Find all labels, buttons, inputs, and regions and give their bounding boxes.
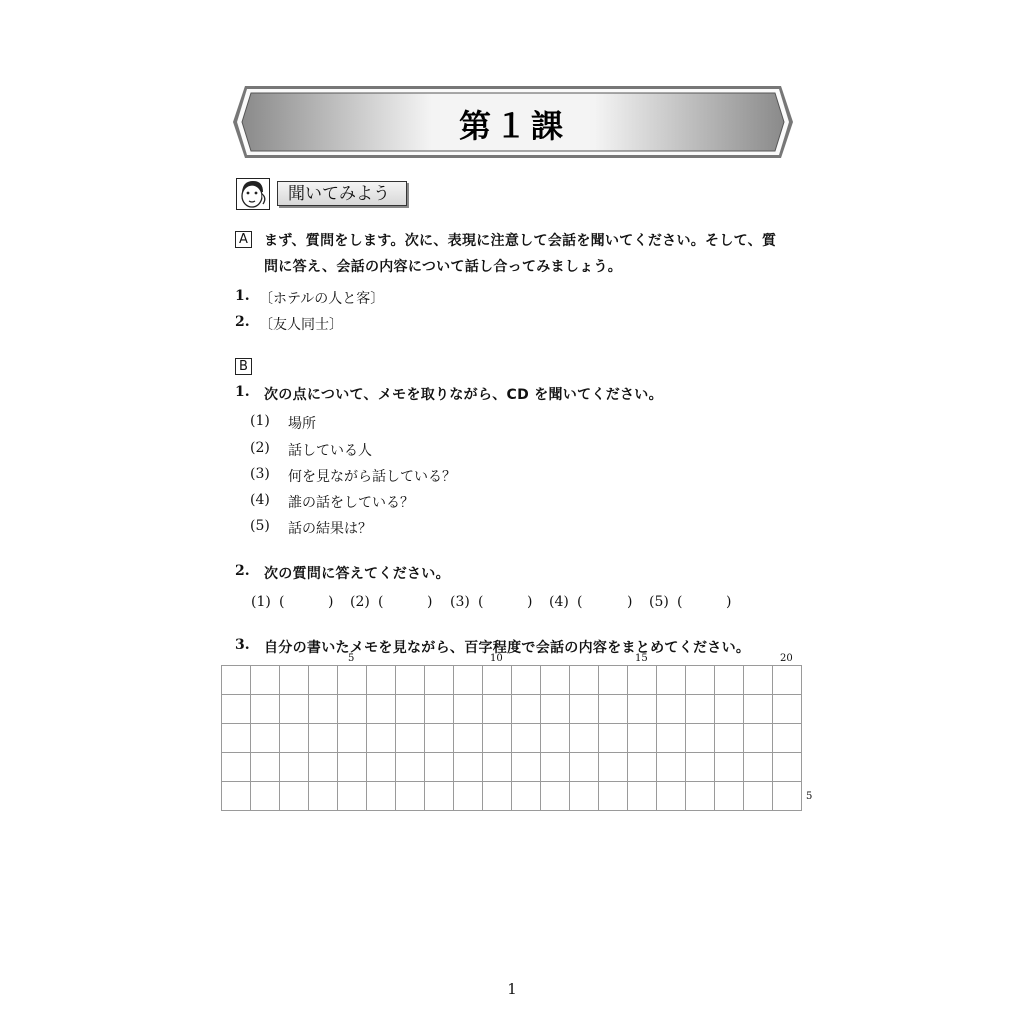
grid-cell[interactable]: [599, 695, 628, 724]
grid-cell[interactable]: [715, 782, 744, 811]
memo-point-number: (3): [250, 466, 270, 482]
grid-cell[interactable]: [599, 782, 628, 811]
answer-slot-open: (: [478, 594, 484, 610]
answer-slot-close: ): [427, 594, 433, 610]
answer-slot-open: (: [279, 594, 285, 610]
grid-cell[interactable]: [309, 724, 338, 753]
grid-cell[interactable]: [367, 666, 396, 695]
grid-cell[interactable]: [483, 782, 512, 811]
grid-cell[interactable]: [628, 666, 657, 695]
grid-cell[interactable]: [657, 666, 686, 695]
grid-cell[interactable]: [541, 782, 570, 811]
grid-cell[interactable]: [657, 753, 686, 782]
grid-cell[interactable]: [744, 782, 773, 811]
chapter-title: 第１課: [458, 107, 567, 145]
part-b-q1-text: 次の点について、メモを取りながら、CD を聞いてください。: [264, 387, 663, 403]
memo-point-text: 話している人: [288, 443, 372, 459]
part-b-q2-text: 次の質問に答えてください。: [264, 566, 450, 582]
grid-cell[interactable]: [773, 782, 802, 811]
part-a-item-text: 〔ホテルの人と客〕: [259, 291, 385, 307]
grid-cell[interactable]: [425, 782, 454, 811]
answer-slot-close: ): [328, 594, 334, 610]
answer-slot-open: (: [577, 594, 583, 610]
grid-cell[interactable]: [367, 695, 396, 724]
grid-cell[interactable]: [309, 782, 338, 811]
grid-cell[interactable]: [396, 753, 425, 782]
answer-slot-label: (5): [649, 594, 669, 610]
part-b-q1-number: 1.: [235, 384, 250, 400]
grid-cell[interactable]: [570, 753, 599, 782]
grid-cell[interactable]: [512, 666, 541, 695]
grid-cell[interactable]: [541, 753, 570, 782]
grid-cell[interactable]: [628, 753, 657, 782]
memo-point-text: 誰の話をしている？: [288, 495, 414, 511]
grid-cell[interactable]: [338, 753, 367, 782]
grid-cell[interactable]: [512, 695, 541, 724]
grid-cell[interactable]: [396, 724, 425, 753]
grid-cell[interactable]: [483, 753, 512, 782]
memo-point-text: 場所: [288, 416, 316, 432]
grid-cell[interactable]: [396, 695, 425, 724]
grid-cell[interactable]: [773, 724, 802, 753]
grid-cell[interactable]: [367, 753, 396, 782]
grid-cell[interactable]: [367, 782, 396, 811]
grid-cell[interactable]: [309, 666, 338, 695]
grid-cell[interactable]: [744, 695, 773, 724]
grid-cell[interactable]: [715, 695, 744, 724]
listening-face-icon: [236, 178, 270, 210]
part-a-instruction-line1: まず、質問をします。次に、表現に注意して会話を聞いてください。そして、質: [264, 233, 777, 249]
memo-point-number: (5): [250, 518, 270, 534]
grid-column-marker: 15: [635, 653, 648, 664]
part-a-item-text: 〔友人同士〕: [259, 317, 343, 333]
grid-cell[interactable]: [367, 724, 396, 753]
memo-point-number: (4): [250, 492, 270, 508]
grid-cell[interactable]: [454, 666, 483, 695]
grid-cell[interactable]: [425, 695, 454, 724]
grid-column-marker: 10: [490, 653, 503, 664]
grid-cell[interactable]: [744, 724, 773, 753]
memo-point-number: (1): [250, 413, 270, 429]
part-a-item-number: 1.: [235, 288, 250, 304]
grid-cell[interactable]: [744, 666, 773, 695]
grid-cell[interactable]: [773, 753, 802, 782]
section-label: 聞いてみよう: [277, 181, 407, 206]
grid-cell[interactable]: [541, 695, 570, 724]
grid-cell[interactable]: [657, 724, 686, 753]
grid-column-marker: 20: [780, 653, 793, 664]
part-a-instruction-line2: 問に答え、会話の内容について話し合ってみましょう。: [264, 259, 623, 275]
grid-cell[interactable]: [512, 753, 541, 782]
memo-point-text: 話の結果は？: [288, 521, 372, 537]
memo-point-number: (2): [250, 440, 270, 456]
grid-cell[interactable]: [396, 666, 425, 695]
grid-cell[interactable]: [425, 753, 454, 782]
grid-cell[interactable]: [483, 695, 512, 724]
grid-cell[interactable]: [280, 666, 309, 695]
grid-cell[interactable]: [686, 753, 715, 782]
grid-cell[interactable]: [454, 695, 483, 724]
answer-slot-open: (: [378, 594, 384, 610]
grid-cell[interactable]: [599, 753, 628, 782]
grid-cell[interactable]: [454, 782, 483, 811]
grid-cell[interactable]: [628, 782, 657, 811]
grid-cell[interactable]: [570, 782, 599, 811]
grid-cell[interactable]: [773, 695, 802, 724]
answer-slot-label: (3): [450, 594, 470, 610]
grid-cell[interactable]: [744, 753, 773, 782]
grid-cell[interactable]: [483, 724, 512, 753]
grid-cell[interactable]: [425, 724, 454, 753]
grid-cell[interactable]: [251, 695, 280, 724]
grid-cell[interactable]: [628, 724, 657, 753]
grid-cell[interactable]: [483, 666, 512, 695]
grid-cell[interactable]: [251, 666, 280, 695]
grid-column-marker: 5: [348, 653, 355, 664]
grid-cell[interactable]: [541, 666, 570, 695]
answer-slot-close: ): [726, 594, 732, 610]
grid-cell[interactable]: [309, 695, 338, 724]
grid-cell[interactable]: [222, 753, 251, 782]
grid-cell[interactable]: [686, 782, 715, 811]
grid-cell[interactable]: [280, 753, 309, 782]
grid-cell[interactable]: [599, 724, 628, 753]
grid-cell[interactable]: [425, 666, 454, 695]
grid-cell[interactable]: [570, 666, 599, 695]
grid-cell[interactable]: [222, 695, 251, 724]
memo-point-text: 何を見ながら話している？: [288, 469, 456, 485]
grid-cell[interactable]: [251, 724, 280, 753]
grid-cell[interactable]: [773, 666, 802, 695]
grid-cell[interactable]: [570, 695, 599, 724]
grid-cell[interactable]: [280, 782, 309, 811]
grid-cell[interactable]: [251, 753, 280, 782]
part-b-q3-number: 3.: [235, 637, 250, 653]
grid-cell[interactable]: [599, 666, 628, 695]
grid-row-marker: 5: [806, 791, 813, 802]
grid-cell[interactable]: [454, 753, 483, 782]
grid-cell[interactable]: [251, 782, 280, 811]
grid-cell[interactable]: [541, 724, 570, 753]
grid-cell[interactable]: [338, 666, 367, 695]
part-b-q2-number: 2.: [235, 563, 250, 579]
chapter-title-banner: [231, 84, 795, 160]
part-b-marker: B: [235, 358, 252, 375]
part-b-q3-text: 自分の書いたメモを見ながら、百字程度で会話の内容をまとめてください。: [264, 640, 751, 656]
grid-cell[interactable]: [222, 666, 251, 695]
grid-cell[interactable]: [280, 695, 309, 724]
grid-cell[interactable]: [396, 782, 425, 811]
grid-cell[interactable]: [657, 782, 686, 811]
grid-cell[interactable]: [686, 666, 715, 695]
answer-slot-label: (4): [549, 594, 569, 610]
writing-grid[interactable]: [221, 665, 802, 811]
grid-cell[interactable]: [338, 695, 367, 724]
grid-cell[interactable]: [512, 724, 541, 753]
answer-slot-label: (2): [350, 594, 370, 610]
grid-cell[interactable]: [309, 753, 338, 782]
grid-cell[interactable]: [222, 724, 251, 753]
answer-slot-close: ): [527, 594, 533, 610]
grid-cell[interactable]: [338, 782, 367, 811]
part-a-item-number: 2.: [235, 314, 250, 330]
grid-cell[interactable]: [715, 753, 744, 782]
answer-slot-open: (: [677, 594, 683, 610]
page-number: 1: [507, 980, 517, 998]
answer-slot-close: ): [627, 594, 633, 610]
part-a-marker: A: [235, 231, 252, 248]
grid-cell[interactable]: [454, 724, 483, 753]
grid-cell[interactable]: [338, 724, 367, 753]
grid-cell[interactable]: [715, 666, 744, 695]
grid-cell[interactable]: [222, 782, 251, 811]
grid-cell[interactable]: [628, 695, 657, 724]
grid-cell[interactable]: [280, 724, 309, 753]
grid-cell[interactable]: [512, 782, 541, 811]
grid-cell[interactable]: [715, 724, 744, 753]
answer-slot-label: (1): [251, 594, 271, 610]
grid-cell[interactable]: [686, 724, 715, 753]
grid-cell[interactable]: [657, 695, 686, 724]
grid-cell[interactable]: [686, 695, 715, 724]
grid-cell[interactable]: [570, 724, 599, 753]
